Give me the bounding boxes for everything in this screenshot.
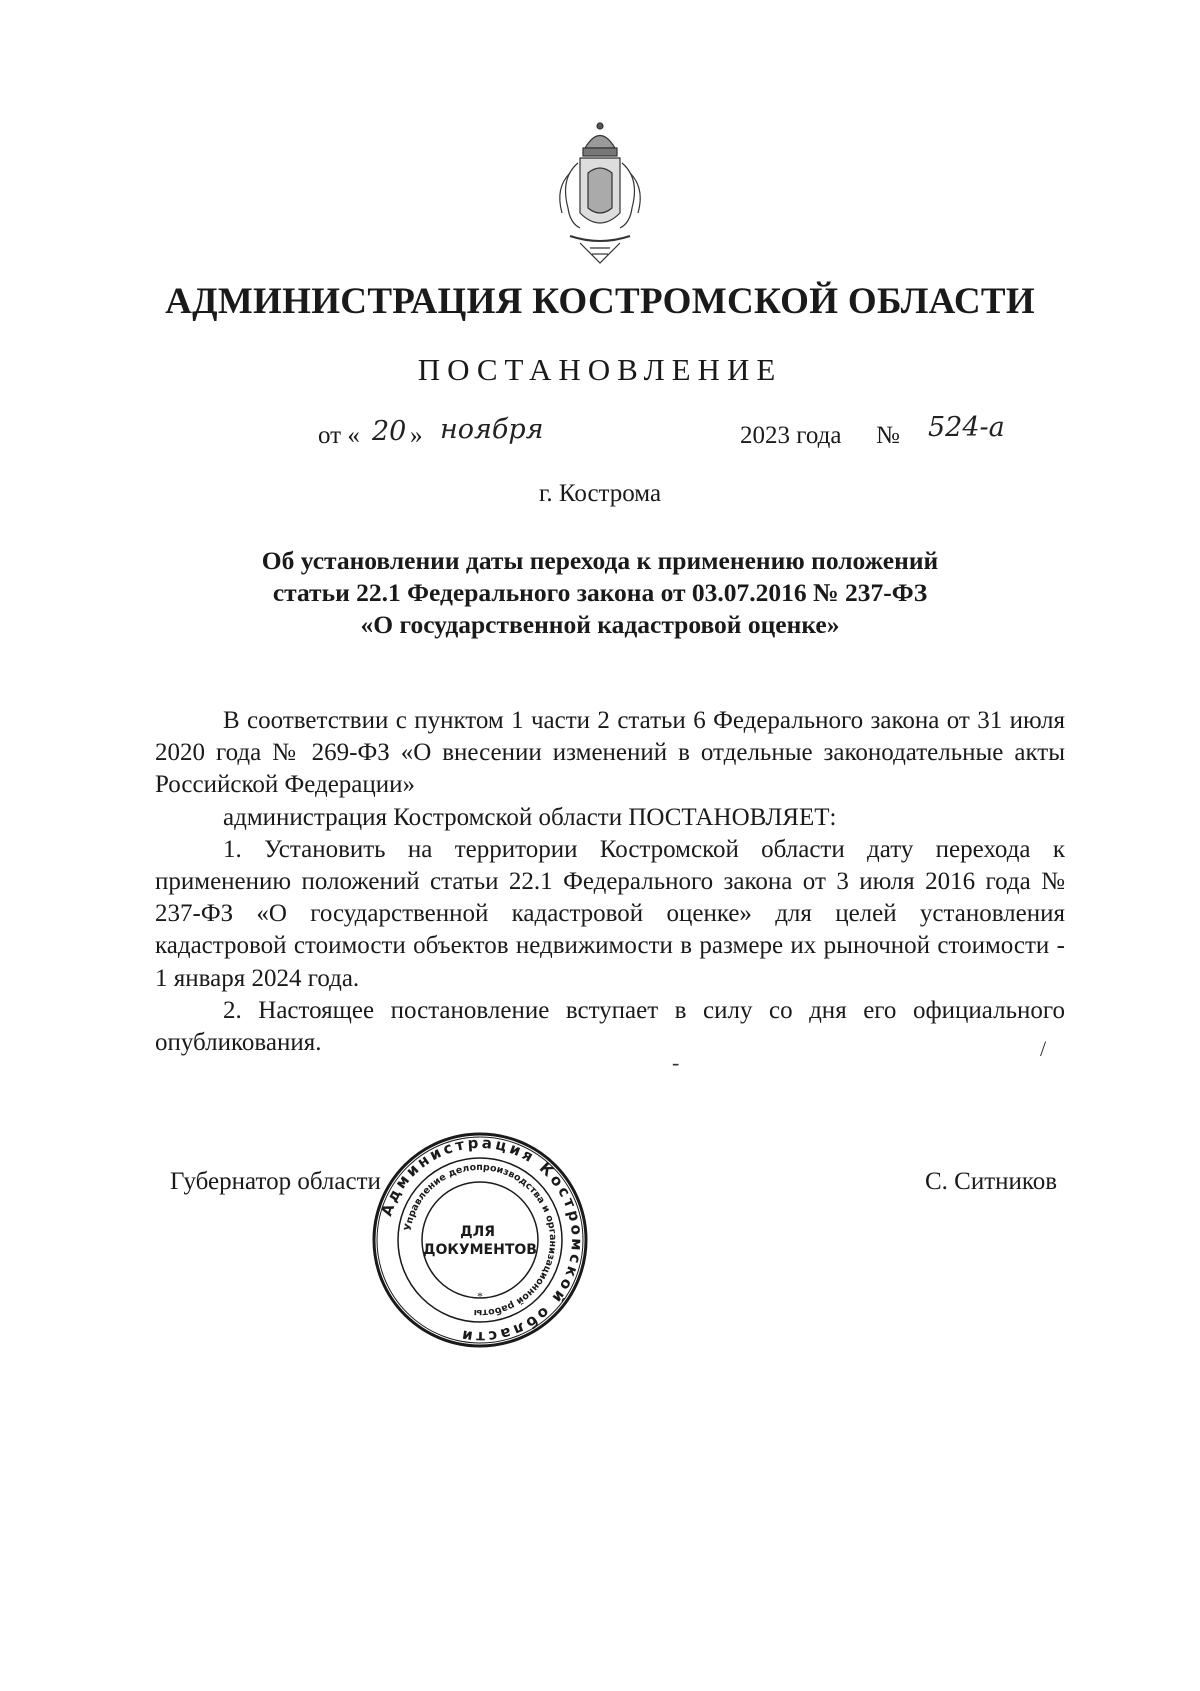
- stamp-star-icon: *: [477, 1289, 483, 1303]
- signer-title: Губернатор области: [170, 1168, 381, 1195]
- document-body: [155, 705, 1065, 1059]
- date-number-line: [0, 410, 1200, 460]
- stamp-outer-text: Администрация Костромской области: [377, 1133, 587, 1347]
- stamp-inner-text: Управление делопроизводства и организационной работы: [402, 1161, 559, 1319]
- body-paragraph: администрация Костромской области ПОСТАНОВЛЯЕТ:: [223, 803, 837, 831]
- signer-name: С. Ситников: [925, 1168, 1058, 1195]
- scan-mark: -: [672, 1050, 680, 1075]
- body-paragraph: 1. Установить на территории Костромской области дату перехода к применению положений статьи 22.1 Федерального закона от 3 июля 2016 года № 237-ФЗ «О государственной кадастровой оценке» для целей установления кадастровой стоимости объектов недвижимости в размере их рыночной стоимости - 1 января 2024 года.: [155, 835, 1065, 992]
- city: г. Кострома: [538, 480, 662, 507]
- date-year: 2023 года: [740, 422, 842, 449]
- number-sign: №: [876, 422, 900, 449]
- subject-line: статьи 22.1 Федерального закона от 03.07.2016 № 237-ФЗ: [272, 578, 928, 607]
- scan-mark: /: [1040, 1036, 1047, 1061]
- stamp-center-text: ДЛЯ ДОКУМЕНТОВ: [423, 1224, 537, 1258]
- coat-of-arms-icon: [540, 118, 660, 268]
- document-number-handwritten: 524-а: [928, 412, 1005, 443]
- date-day-handwritten: 20: [372, 416, 407, 447]
- body-paragraph: 2. Настоящее постановление вступает в силу со дня его официального опубликования.: [155, 996, 1065, 1057]
- subject-line: «О государственной кадастровой оценке»: [360, 610, 840, 639]
- subject-line: Об установлении даты перехода к применению положений: [261, 546, 939, 575]
- document-type: ПОСТАНОВЛЕНИЕ: [417, 352, 783, 387]
- document-subject: [140, 545, 1060, 641]
- organization-title: АДМИНИСТРАЦИЯ КОСТРОМСКОЙ ОБЛАСТИ: [165, 281, 1035, 322]
- official-stamp: [370, 1130, 590, 1350]
- date-mid: »: [410, 422, 423, 449]
- body-paragraph: В соответствии с пунктом 1 части 2 статьи 6 Федерального закона от 31 июля 2020 года № 269-ФЗ «О внесении изменений в отдельные законодательные акты Российской Федерации»: [155, 707, 1065, 799]
- date-prefix: от «: [318, 422, 360, 449]
- date-month-handwritten: ноября: [440, 414, 544, 445]
